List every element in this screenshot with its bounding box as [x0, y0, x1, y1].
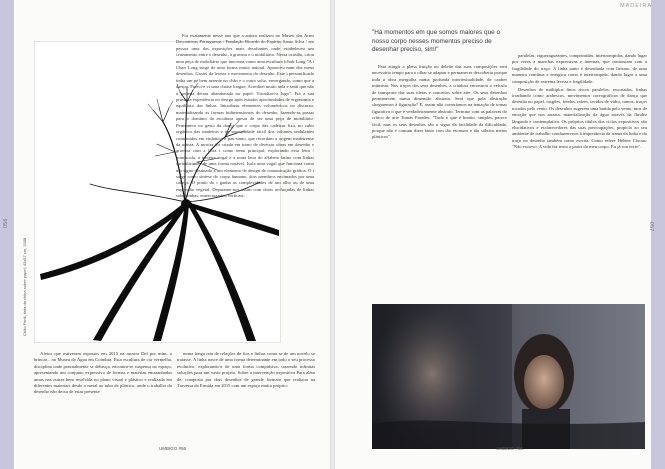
bottom-left-paragraph: Afetos que estiveram expostos em 2015 na mostra Del por mim, o brincar... no Museu da Água em Coimbra. Esta escultura de cor vermelha, disciplina onde pontualmente se debruça, encontra-se suspensa no espaço, apresentando um conjunto expressivo de formas e matérias emaranhadas umas nas outras bem resolvida no plano visual e plástico e realizada em diferentes materiais desde o metal ao tubo de plástico, onde o trabalho do desenho não deixa de estar presente	[34, 351, 172, 395]
left-page-bottom-column-b	[177, 351, 315, 415]
right-page-number: 057	[648, 222, 654, 232]
folio-left: UMBIGO #56	[159, 446, 187, 451]
right-side-band	[651, 0, 665, 469]
bottom-mid-paragraph: numa longa teia de relações de fios e linhas como se de um novelo se tratasse. A linha nasce de uma forma determinante em todo o seu processo evolutivo, explorando-a de uma forma compulsiva, trazendo infinitas soluções para um vasto projeto. Sobre a intervenção expositiva Para além de, composta por dois desenhos de grande formato que realizou na Travessa da Ermida em 2015 com um espaço muito próprio:	[177, 351, 315, 389]
section-label: MADEIRA	[620, 3, 653, 9]
left-column-paragraph: Foi exatamente nesse ano que a autora realizou no Museu das Artes Decorativas Portuguesas / Fundação Ricardo do Espírito Santo Silva / em pessoa uma das exposições mais desafiantes onde estabeleceu um cruzamento entre o desenho, a gravura e o mobiliário. Nessa ocasião, criou uma peça de mobiliário que funciona como uma escultura (chair Long "A i Chair Long surge de uma forma muito natural. Apareceu num dos meus desenhos. Gostei da leveza e movimento do desenho. Este i personificado tinha um pé bem assente no chão e o outro solto, envergando, como que a dançar. Pareci-e vi uma chaise longue. Acreditei muito nela e senti que não a poderia deixar abandonada no papel. Visualizei-a logo". Foi a sua primeira experiência no design após estudos aprofundados de ergonomia e equilíbrio das linhas. Introduziu elementos volumétricos no discurso, materializando as formas bidimensionais do desenho, fazendo-as passar para o domínio da escultura apesar de ser uma peça de mobiliário. Permanece no gesto da dança que o corpo das cadeiras fixa, no calor orgânico das madeiras e na sensualidade táctil dos volumes ondulantes construídos em vinhático e pau-santo, que recordam a origem madeirense da artista. A mostra foi criada em torno de diversas obras em desenho e gravura com a letra i como tema principal, explorando essa letra / minúscula, a terceira vogal e a nona letra do alfabeto latino com linhas surrealizantes de uma forma notável. Isola uma vogal que funciona como um signo destinado a um elemento de design de comunicação gráfica. O i surge como síntese do corpo humano, dois membros encimados por uma cabeça. O ponto do i ganha as complexidades de um olho ou de uma expressão vegetal. Deparamo-nos assim com obras rechaçadas de linhas sobre linhas, entrecruzadas, verticais,	[176, 33, 314, 199]
right-page-column-a	[372, 64, 507, 299]
left-page-bottom-column-a	[34, 351, 172, 415]
pull-quote: "Há momentos em que somos maiores que o nosso corpo nesses momentos preciso de desenhar preciso, sim!"	[372, 29, 501, 54]
artist-photo	[372, 304, 645, 449]
right-column-paragraph: paralelas, ziguezagueantes, comprimidas, intertrompidas, dando lugar por vezes a manchas expressivas e intensas, que contrastam com a fragilidade do traço. A linha tanto é desenhada com lirismo, de uma maneira contínua e enérgica como é interrompida, dando lugar a uma composição de extrema leveza e fragilidade.	[512, 53, 647, 84]
right-column-paragraph: Para atingir a plena fruição no deleite das suas composições será necessário tempo para o olhar se adaptar e permanecer descoberta porque toda a obra mergulha numa profunda intertextualidade, de caráter intimista. Nos traços dos seus desenhos, a criadora encontrou o veículo de transporte das suas ideias e conceitos sobre arte. Os seus desenhos permanecem numa dimensão abstrata. Será que pela abstração chegaremos à figuração? E, assim não correríamos na tentação de tornar figurativo o que é verdadeiramente abstrato. Termino com as palavras do crítico de arte Tomás Paredes: "Tudo o que é bonito, simples, parece fácil, mas os seus desenhos são o signo da facilidade da dificuldade, porque não é comum dizer tanto com tão escassos e tão sóbrios meios plásticos".	[372, 64, 507, 140]
right-page-column-b	[512, 53, 647, 305]
folio-right: UMBIGO #56	[496, 446, 524, 451]
left-page-number: 056	[3, 218, 9, 228]
left-side-band	[0, 0, 14, 469]
artist-reflection-photo-icon	[372, 304, 645, 449]
artwork-credit: Chão Fértil, tinta da china sobre papel, 42x57 cm, 2008	[22, 237, 27, 336]
right-column-paragraph: Desenhos de múltiplos finos riscos paralelos, recortados, linhas irradiando como arabescos, movimentos coreográficos de dança que desenha no papel, rasgões, fendas, raízes, tecidos de vidro, ramos, traços tocados pelo vento. Os desenhos sugerem uma batida pelo vento, mos de emoção que nos arrasta, materialização da água através da fluidez lânguida e contemplativa. Os próprios títulos dos ciclos expositivos são elucidativos e esclarecedores das suas preocupações, propício ao seu ambiente de trabalho conduzem-nos à importância da trama da linha e do traço no desenho também como escrita. Como refere Hélène Cixous: "Não escrevo. A vida faz texto a partir do meu corpo. Eu já sou texto".	[512, 86, 647, 150]
